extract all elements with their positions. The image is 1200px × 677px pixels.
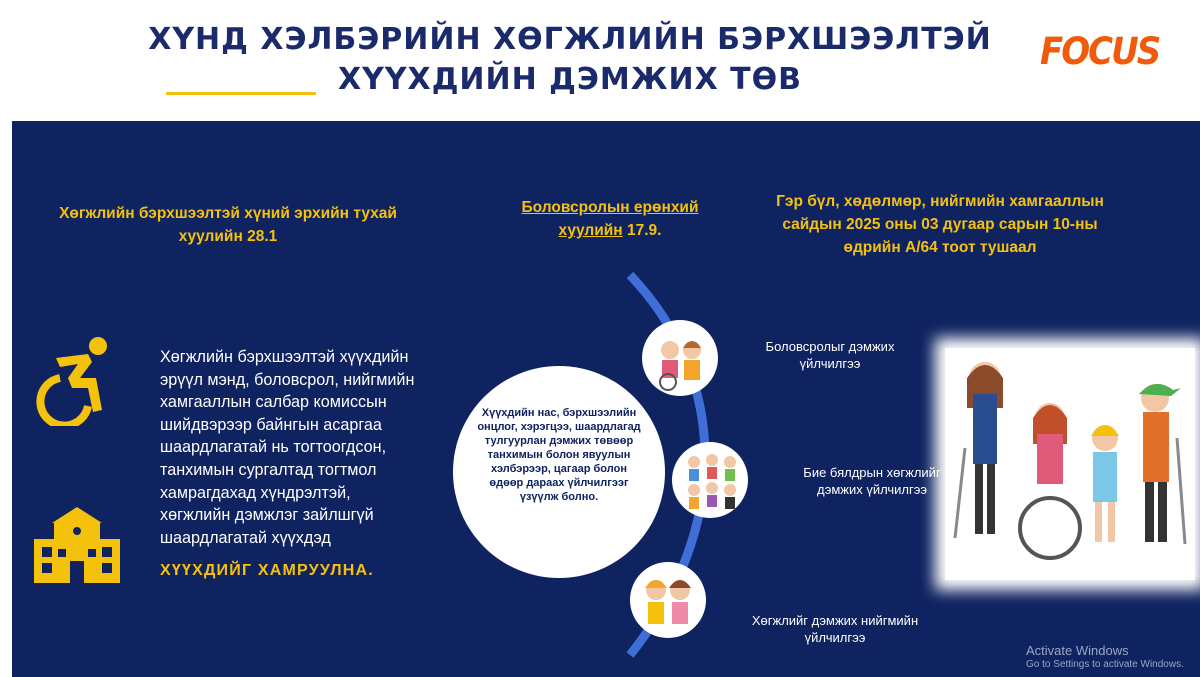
activate-windows-title: Activate Windows [1026, 643, 1129, 658]
activate-windows-subtitle: Go to Settings to activate Windows. [1026, 659, 1184, 670]
service-label-social: Хөгжлийг дэмжих нийгмийн үйлчилгээ [751, 613, 919, 645]
page-title [0, 20, 1140, 100]
law-reference-3: Гэр бүл, хөдөлмөр, нийгмийн хамгааллын сайдын 2025 оны 03 дугаар сарын 10-ны өдрийн А/64 тоот тушаал [776, 193, 1104, 256]
service-label-education: Боловсролыг дэмжих үйлчилгээ [765, 339, 895, 371]
emphasis-text: ХҮҮХДИЙГ ХАМРУУЛНА. [160, 562, 374, 579]
children-illustration [945, 348, 1195, 580]
title-underline [166, 92, 316, 95]
title-line-1: ХҮНД ХЭЛБЭРИЙН ХӨГЖЛИЙН БЭРХШЭЭЛТЭЙ [148, 22, 992, 57]
center-description: Хүүхдийн нас, бэрхшээлийн онцлог, хэрэгцээ, шаардлагад тулгуурлан дэмжих төвөөр танхимын болон явуулын хэлбэрээр, цагаар болон өдөөр дараах үйлчилгээг үзүүлж болно. [477, 407, 641, 503]
law-2-link-line-2[interactable]: хуулийн [558, 222, 623, 239]
law-2-suffix: 17.9. [626, 222, 662, 239]
service-image-social [630, 562, 706, 638]
law-reference-2 [505, 196, 715, 242]
school-icon [32, 505, 122, 585]
service-image-education [642, 320, 718, 396]
law-2-link-line-1[interactable]: Боловсролын ерөнхий [521, 199, 699, 216]
service-label-physical: Бие бялдрын хөгжлийг дэмжих үйлчилгээ [803, 465, 941, 497]
description-paragraph: Хөгжлийн бэрхшээлтэй хүүхдийн эрүүл мэнд, боловсрол, нийгмийн хамгааллын салбар комиссын шийдвэрээр байнгын асаргаа шаардлагатай нь тогтоогдсон, танхимын сургалтад тогтмол хамрагдахад хүндрэлтэй, хөгжлийн дэмжлэг зайлшгүй шаардлагатай хүүхдэд [160, 348, 415, 547]
title-line-2: ХҮҮХДИЙН ДЭМЖИХ ТӨВ [337, 62, 803, 97]
focus-logo: FOCUS [1040, 30, 1160, 74]
wheelchair-icon [36, 336, 116, 426]
service-image-physical [672, 442, 748, 518]
law-reference-1: Хөгжлийн бэрхшээлтэй хүний эрхийн тухай хуулийн 28.1 [59, 205, 397, 245]
